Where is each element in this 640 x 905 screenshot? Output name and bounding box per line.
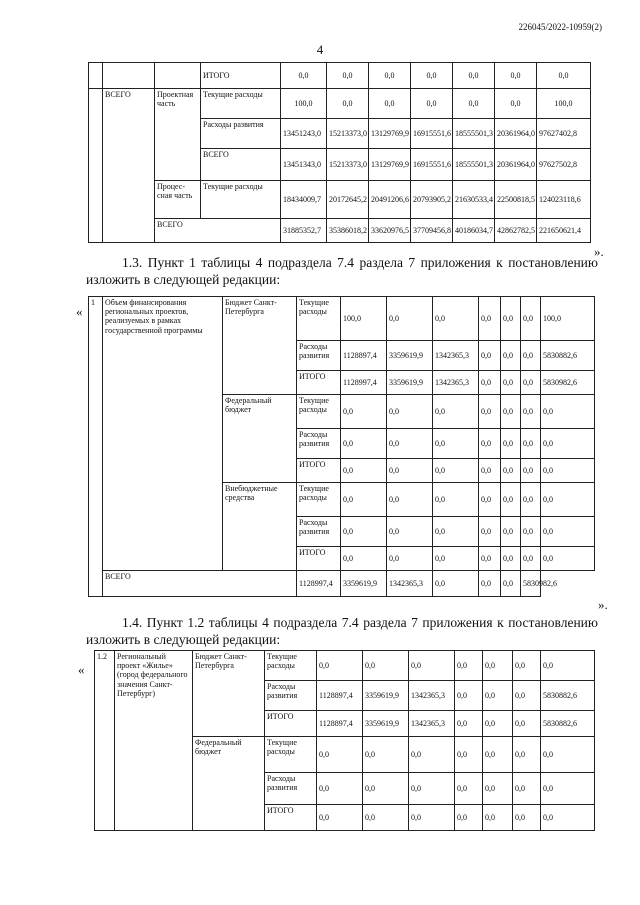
value-cell: 0,0 [341, 395, 387, 429]
cell: 42862782,5 [495, 219, 537, 243]
cell: 13451343,0 [281, 149, 327, 181]
value-cell: 5830882,6 [541, 681, 595, 711]
value-cell: 0,0 [521, 297, 541, 341]
value-cell: 0,0 [541, 773, 595, 805]
value-cell: 0,0 [479, 517, 501, 547]
row-label: ИТОГО [265, 711, 317, 737]
row-label: Текущие расходы [297, 395, 341, 429]
cell: 16915551,6 [411, 149, 453, 181]
value-cell: 100,0 [541, 297, 595, 341]
value-cell: 0,0 [479, 547, 501, 571]
value-cell: 1342365,3 [433, 371, 479, 395]
value-cell: 5830882,6 [541, 711, 595, 737]
value-cell: 0,0 [341, 459, 387, 483]
value-cell: 0,0 [483, 651, 513, 681]
row-label: ВСЕГО [201, 149, 281, 181]
cell: 0,0 [281, 63, 327, 89]
cell: 18434009,7 [281, 181, 327, 219]
cell: 0,0 [453, 63, 495, 89]
table-row [89, 297, 595, 341]
value-cell: 0,0 [387, 395, 433, 429]
cell: 37709456,8 [411, 219, 453, 243]
value-cell: 0,0 [363, 773, 409, 805]
value-cell: 0,0 [513, 737, 541, 773]
value-cell: 0,0 [483, 805, 513, 831]
value-cell: 1342365,3 [387, 571, 433, 597]
row-label: Расходы развития [297, 517, 341, 547]
cell: 20361964,0 [495, 119, 537, 149]
table-item-1 [88, 296, 595, 597]
value-cell: 0,0 [479, 571, 501, 597]
value-cell: 1128897,4 [341, 341, 387, 371]
value-cell: 5830882,6 [541, 341, 595, 371]
row-label: ИТОГО [297, 547, 341, 571]
value-cell: 100,0 [341, 297, 387, 341]
paragraph-1-3: 1.3. Пункт 1 таблицы 4 подраздела 7.4 раздела 7 приложения к постановлению изложить в следующей редакции: [86, 255, 598, 287]
cell: 0,0 [327, 89, 369, 119]
cell: 20172645,2 [327, 181, 369, 219]
table-row [89, 571, 595, 597]
value-cell: 0,0 [341, 483, 387, 517]
value-cell: 0,0 [479, 483, 501, 517]
cell: 13129769,9 [369, 149, 411, 181]
value-cell: 0,0 [387, 459, 433, 483]
open-quote: « [76, 304, 83, 319]
cell: 97627402,8 [537, 119, 591, 149]
cell: 18555501,3 [453, 119, 495, 149]
row-label: ВСЕГО [155, 219, 281, 243]
project-part-cell: Проектная часть [155, 89, 201, 181]
row-label: Текущие расходы [201, 89, 281, 119]
value-cell: 0,0 [501, 395, 521, 429]
value-cell: 1342365,3 [409, 711, 455, 737]
cell: 0,0 [411, 63, 453, 89]
value-cell: 0,0 [455, 681, 483, 711]
close-quote: ». [594, 244, 604, 259]
cell: 0,0 [369, 63, 411, 89]
row-label: ИТОГО [297, 371, 341, 395]
paragraph-1-4: 1.4. Пункт 1.2 таблицы 4 подраздела 7.4 раздела 7 приложения к постановлению изложить в следующей редакции: [86, 615, 598, 647]
cell: 0,0 [369, 89, 411, 119]
value-cell: 0,0 [541, 517, 595, 547]
value-cell: 0,0 [501, 547, 521, 571]
value-cell: 0,0 [513, 651, 541, 681]
cell: 31885352,7 [281, 219, 327, 243]
value-cell: 0,0 [483, 711, 513, 737]
value-cell: 0,0 [363, 737, 409, 773]
value-cell: 0,0 [455, 773, 483, 805]
value-cell: 0,0 [541, 395, 595, 429]
value-cell: 0,0 [521, 547, 541, 571]
row-label: Расходы развития [265, 681, 317, 711]
value-cell: 0,0 [433, 429, 479, 459]
value-cell: 0,0 [433, 459, 479, 483]
value-cell: 0,0 [483, 737, 513, 773]
row-label: Текущие расходы [201, 181, 281, 219]
value-cell: 0,0 [317, 737, 363, 773]
cell: 21630533,4 [453, 181, 495, 219]
value-cell: 0,0 [317, 773, 363, 805]
value-cell: 5830982,6 [521, 571, 541, 597]
value-cell: 0,0 [501, 459, 521, 483]
value-cell: 0,0 [479, 341, 501, 371]
cell: 15213373,0 [327, 149, 369, 181]
value-cell: 0,0 [479, 371, 501, 395]
row-label: Текущие расходы [265, 737, 317, 773]
value-cell: 0,0 [521, 371, 541, 395]
value-cell: 1342365,3 [433, 341, 479, 371]
close-quote: ». [598, 597, 608, 612]
value-cell: 0,0 [541, 651, 595, 681]
value-cell: 0,0 [541, 459, 595, 483]
value-cell: 3359619,9 [341, 571, 387, 597]
cell: 35386018,2 [327, 219, 369, 243]
value-cell: 0,0 [433, 571, 479, 597]
value-cell: 5830982,6 [541, 371, 595, 395]
value-cell: 0,0 [433, 483, 479, 517]
cell: 0,0 [327, 63, 369, 89]
cell: 18555501,3 [453, 149, 495, 181]
funding-source: Бюджет Санкт-Петербурга [193, 651, 265, 737]
value-cell: 1128997,4 [297, 571, 341, 597]
row-label: ИТОГО [297, 459, 341, 483]
cell: 0,0 [495, 89, 537, 119]
cell: 0,0 [495, 63, 537, 89]
value-cell: 0,0 [341, 547, 387, 571]
total-label: ВСЕГО [103, 571, 297, 597]
process-part-cell: Процес-сная часть [155, 181, 201, 219]
row-label: ИТОГО [265, 805, 317, 831]
value-cell: 0,0 [387, 517, 433, 547]
value-cell: 0,0 [541, 805, 595, 831]
vsego-cell: ВСЕГО [103, 89, 155, 243]
row-label: Расходы развития [297, 341, 341, 371]
cell: 40186034,7 [453, 219, 495, 243]
value-cell: 0,0 [501, 371, 521, 395]
value-cell: 0,0 [479, 459, 501, 483]
value-cell: 1128897,4 [317, 681, 363, 711]
open-quote: « [78, 662, 85, 677]
value-cell: 0,0 [387, 297, 433, 341]
value-cell: 3359619,9 [387, 341, 433, 371]
value-cell: 0,0 [521, 341, 541, 371]
value-cell: 0,0 [521, 517, 541, 547]
table-continuation [88, 62, 591, 243]
cell: 33620976,5 [369, 219, 411, 243]
item-number: 1 [89, 297, 103, 597]
value-cell: 0,0 [341, 429, 387, 459]
cell: 20793905,2 [411, 181, 453, 219]
cell: 221650621,4 [537, 219, 591, 243]
value-cell: 0,0 [341, 517, 387, 547]
value-cell: 0,0 [455, 737, 483, 773]
value-cell: 0,0 [387, 483, 433, 517]
value-cell: 1342365,3 [409, 681, 455, 711]
row-label: Текущие расходы [297, 297, 341, 341]
value-cell: 0,0 [501, 297, 521, 341]
value-cell: 0,0 [541, 429, 595, 459]
cell: 0,0 [453, 89, 495, 119]
cell: 16915551,6 [411, 119, 453, 149]
value-cell: 0,0 [541, 737, 595, 773]
value-cell: 0,0 [363, 651, 409, 681]
value-cell: 0,0 [363, 805, 409, 831]
value-cell: 0,0 [521, 429, 541, 459]
table-item-1-2 [94, 650, 595, 831]
value-cell: 0,0 [513, 773, 541, 805]
value-cell: 0,0 [501, 429, 521, 459]
value-cell: 0,0 [521, 459, 541, 483]
value-cell: 3359619,9 [363, 681, 409, 711]
table-row [95, 651, 595, 681]
row-label: Расходы развития [297, 429, 341, 459]
item-number: 1.2 [95, 651, 115, 831]
value-cell: 0,0 [479, 297, 501, 341]
cell: 22500818,5 [495, 181, 537, 219]
value-cell: 0,0 [409, 773, 455, 805]
row-label: Расходы развития [265, 773, 317, 805]
cell: 0,0 [537, 63, 591, 89]
value-cell: 0,0 [455, 651, 483, 681]
value-cell: 0,0 [479, 395, 501, 429]
value-cell: 0,0 [433, 517, 479, 547]
value-cell: 0,0 [521, 483, 541, 517]
cell: 100,0 [537, 89, 591, 119]
funding-source: Бюджет Санкт-Петербурга [223, 297, 297, 395]
value-cell: 0,0 [483, 681, 513, 711]
document-number: 226045/2022-10959(2) [518, 22, 602, 32]
value-cell: 0,0 [317, 651, 363, 681]
value-cell: 0,0 [455, 711, 483, 737]
row-label: ИТОГО [201, 63, 281, 89]
cell: 97627502,8 [537, 149, 591, 181]
cell: 20491206,6 [369, 181, 411, 219]
cell: 13451243,0 [281, 119, 327, 149]
value-cell: 0,0 [483, 773, 513, 805]
value-cell: 0,0 [409, 805, 455, 831]
item-title: Объем финансирования региональных проектов, реализуемых в рамках государственной программы [103, 297, 223, 571]
funding-source: Федеральный бюджет [193, 737, 265, 831]
value-cell: 0,0 [455, 805, 483, 831]
row-label: Расходы развития [201, 119, 281, 149]
value-cell: 0,0 [501, 483, 521, 517]
cell: 20361964,0 [495, 149, 537, 181]
value-cell: 3359619,9 [387, 371, 433, 395]
value-cell: 0,0 [541, 483, 595, 517]
row-label: Текущие расходы [265, 651, 317, 681]
value-cell: 0,0 [513, 711, 541, 737]
value-cell: 0,0 [513, 805, 541, 831]
value-cell: 0,0 [433, 395, 479, 429]
value-cell: 0,0 [317, 805, 363, 831]
value-cell: 0,0 [479, 429, 501, 459]
value-cell: 0,0 [409, 737, 455, 773]
value-cell: 3359619,9 [363, 711, 409, 737]
value-cell: 0,0 [387, 547, 433, 571]
value-cell: 0,0 [501, 341, 521, 371]
value-cell: 0,0 [501, 517, 521, 547]
value-cell: 1128997,4 [341, 371, 387, 395]
cell: 0,0 [411, 89, 453, 119]
item-title: Региональный проект «Жилье» (город федерального значения Санкт-Петербург) [115, 651, 193, 831]
cell: 15213373,0 [327, 119, 369, 149]
value-cell: 0,0 [387, 429, 433, 459]
value-cell: 0,0 [501, 571, 521, 597]
value-cell: 0,0 [521, 395, 541, 429]
value-cell: 0,0 [513, 681, 541, 711]
value-cell: 0,0 [409, 651, 455, 681]
cell: 13129769,9 [369, 119, 411, 149]
value-cell: 0,0 [541, 547, 595, 571]
funding-source: Внебюджетные средства [223, 483, 297, 571]
funding-source: Федеральный бюджет [223, 395, 297, 483]
cell: 100,0 [281, 89, 327, 119]
value-cell: 1128897,4 [317, 711, 363, 737]
value-cell: 0,0 [433, 547, 479, 571]
value-cell: 0,0 [433, 297, 479, 341]
row-label: Текущие расходы [297, 483, 341, 517]
cell: 124023118,6 [537, 181, 591, 219]
page-number: 4 [316, 42, 324, 57]
